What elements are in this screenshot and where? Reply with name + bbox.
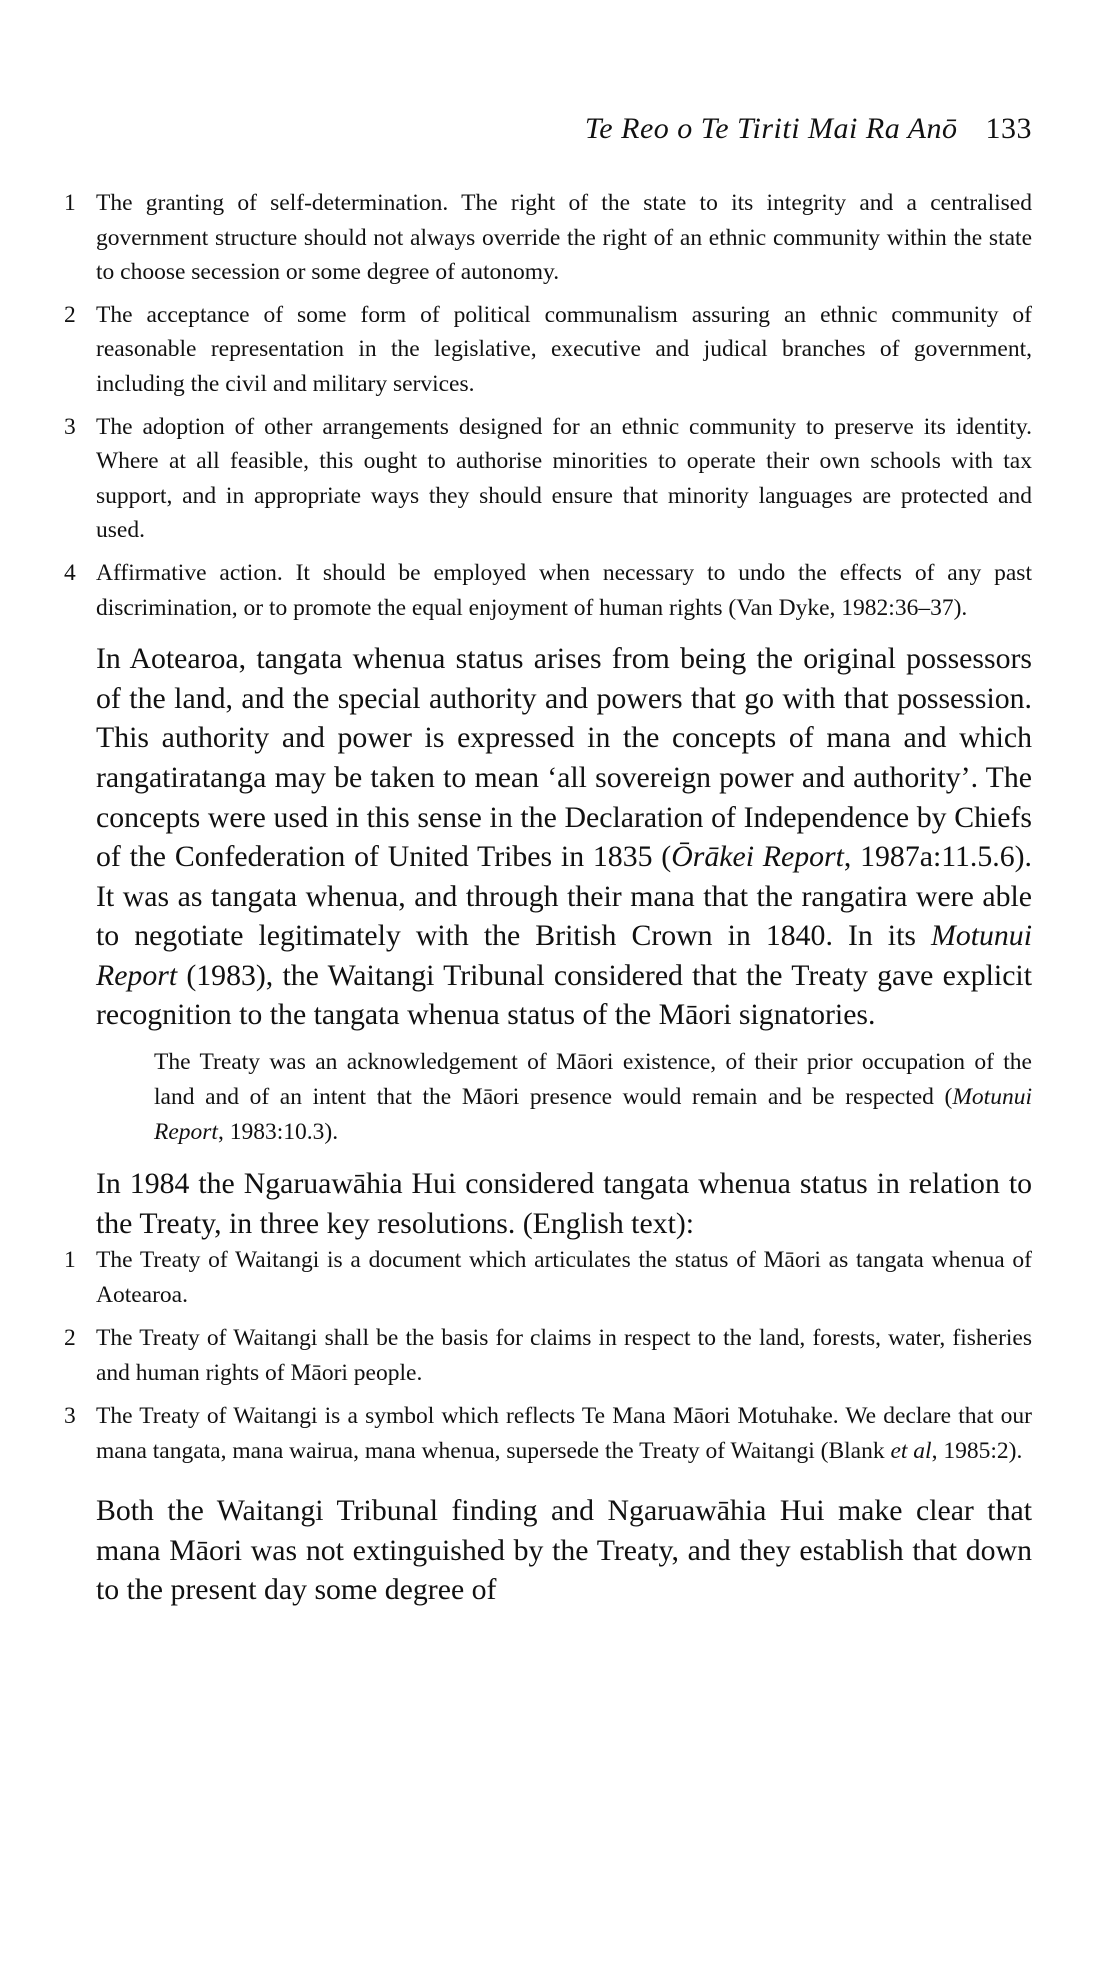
list-item-text: The Treaty of Waitangi shall be the basis for claims in respect to the land, forests, water, fisheries and human rights of Māori people. bbox=[96, 1325, 1032, 1387]
quote-text: , 1983:10.3). bbox=[217, 1119, 339, 1146]
list-item-number: 2 bbox=[64, 301, 76, 328]
list-item-number: 1 bbox=[64, 190, 76, 216]
list-item bbox=[64, 1321, 1032, 1391]
running-title: Te Reo o Te Tiriti Mai Ra Anō bbox=[584, 112, 958, 145]
list-item-text: The granting of self-determination. The right of the state to its integrity and a centralised government structure should not always override the right of an ethnic community within the state to choose secession or some degree of autonomy. bbox=[96, 190, 1032, 286]
list-item-text: The Treaty of Waitangi is a document which articulates the status of Māori as tangata whenua of Aotearoa. bbox=[96, 1247, 1032, 1309]
list-item-text: The adoption of other arrangements designed for an ethnic community to preserve its identity. Where at all feasible, this ought to authorise minorities to operate their own schools with tax support, and in appropriate ways they should ensure that minority languages are protected and used. bbox=[96, 413, 1032, 544]
list-item-number: 3 bbox=[64, 413, 76, 440]
list-item-text: The acceptance of some form of political communalism assuring an ethnic community of reasonable representation in the legislative, executive and judical branches of government, including the civil and military services. bbox=[96, 301, 1032, 397]
list-item-number: 4 bbox=[64, 559, 76, 586]
citation-et-al: et al bbox=[890, 1438, 932, 1465]
citation-orakei-report: Ōrākei Report bbox=[671, 840, 844, 874]
list-item bbox=[64, 298, 1032, 402]
running-header bbox=[585, 112, 1032, 146]
list-item bbox=[64, 186, 1032, 290]
body-paragraph-hui: In 1984 the Ngaruawāhia Hui considered tangata whenua status in relation to the Treaty, in three key resolutions. (English text): bbox=[96, 1167, 1032, 1240]
list-item-number: 3 bbox=[64, 1403, 76, 1430]
paragraph-text: (1983), the Waitangi Tribunal considered that the Treaty gave explicit recognition to the tangata whenua status of the Māori signatories. bbox=[96, 958, 1032, 1032]
list-item-number: 2 bbox=[64, 1325, 76, 1352]
list-item-text: Affirmative action. It should be employed when necessary to undo the effects of any past discrimination, or to promote the equal enjoyment of human rights (Van Dyke, 1982:36–37). bbox=[96, 559, 1032, 621]
body-paragraph-aotearoa bbox=[96, 639, 1032, 1035]
page-number: 133 bbox=[985, 112, 1032, 145]
citation-motunui-report: Motunui Report bbox=[154, 1084, 1032, 1146]
quote-text: The Treaty was an acknowledgement of Māori existence, of their prior occupation of the land and of an intent that the Māori presence would remain and be respected ( bbox=[154, 1049, 1032, 1111]
human-rights-list bbox=[64, 186, 1032, 625]
list-item-number: 1 bbox=[64, 1247, 76, 1274]
paragraph-text: , 1987a:11.5.6). It was as tangata whenua, and through their mana that the rangatira were able to negotiate legitimately with the British Crown in 1840. In its bbox=[96, 840, 1032, 953]
body-paragraph-conclusion: Both the Waitangi Tribunal finding and Ngaruawāhia Hui make clear that mana Māori was not extinguished by the Treaty, and they establish that down to the present day some degree of bbox=[96, 1494, 1032, 1607]
list-item bbox=[64, 1243, 1032, 1313]
list-item-text-part: , 1985:2). bbox=[931, 1438, 1023, 1465]
paragraph-text: In Aotearoa, tangata whenua status arises from being the original possessors of the land, and the special authority and powers that go with that possession. This authority and power is expressed in the concepts of mana and which rangatiratanga may be taken to mean ‘all sovereign power and authority’. The concepts were used in this sense in the Declaration of Independence by Chiefs of the Confederation of United Tribes in 1835 ( bbox=[96, 642, 1032, 874]
citation-motunui-report: Motunui Report bbox=[96, 919, 1032, 992]
page-content bbox=[64, 186, 1032, 1610]
list-item bbox=[64, 410, 1032, 548]
block-quote bbox=[154, 1045, 1032, 1150]
list-item-text-part: The Treaty of Waitangi is a symbol which reflects Te Mana Māori Motuhake. We declare that our mana tangata, mana wairua, mana whenua, supersede the Treaty of Waitangi (Blank bbox=[96, 1403, 1032, 1465]
list-item bbox=[64, 1399, 1032, 1469]
hui-resolutions-list bbox=[64, 1243, 1032, 1469]
list-item bbox=[64, 556, 1032, 625]
list-item-text bbox=[96, 1403, 1032, 1464]
